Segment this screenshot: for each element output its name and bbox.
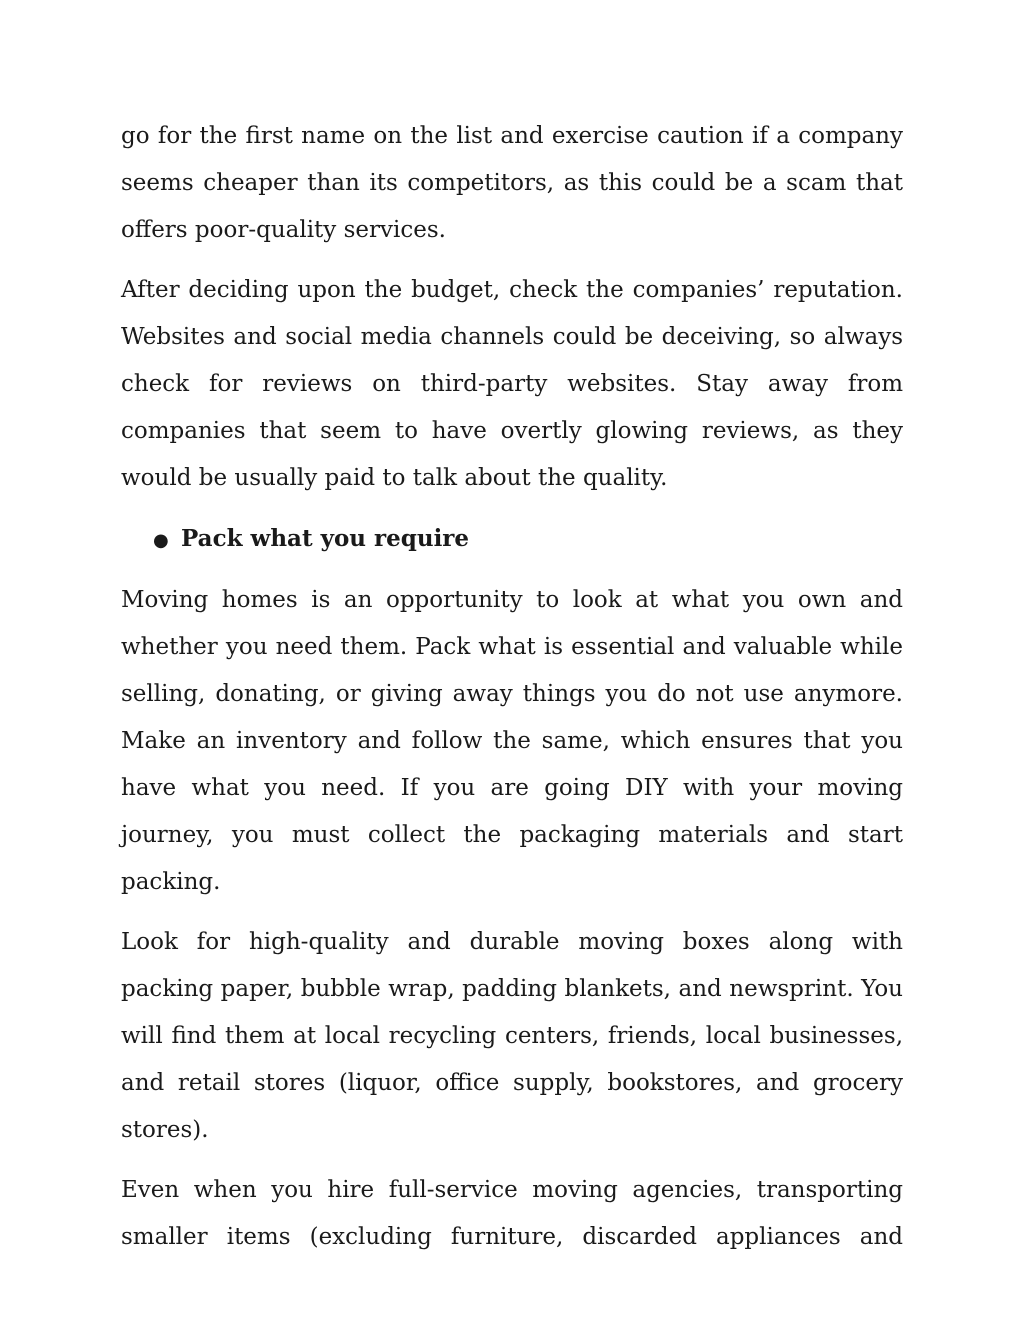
paragraph-full-service: Even when you hire full-service moving agencies, transporting smaller items (excluding furniture, discarded appliances and [121, 1177, 903, 1250]
paragraph-check-reputation: After deciding upon the budget, check the companies’ reputation. Websites and social media channels could be deceiving, so always check for reviews on third-party websites. Stay away from companies that seem to have overtly glowing reviews, as they would be usually paid to talk about the quality. [121, 277, 903, 491]
document-page [121, 113, 903, 1274]
paragraph-scam-caution: go for the first name on the list and exercise caution if a company seems cheaper than its competitors, as this could be a scam that offers poor-quality services. [121, 123, 903, 243]
bullet-dot-icon: ● [153, 530, 169, 551]
bullet-item-pack [121, 515, 903, 564]
paragraph-moving-homes: Moving homes is an opportunity to look at what you own and whether you need them. Pack what is essential and valuable while selling, donating, or giving away things you do not use anymore. Make an inventory and follow the same, which ensures that you have what you need. If you are going DIY with your moving journey, you must collect the packaging materials and start packing. [121, 587, 903, 895]
paragraph-moving-boxes: Look for high-quality and durable moving boxes along with packing paper, bubble wrap, padding blankets, and newsprint. You will find them at local recycling centers, friends, local businesses, and retail stores (liquor, office supply, bookstores, and grocery stores). [121, 929, 903, 1143]
bullet-heading: Pack what you require [181, 525, 470, 552]
